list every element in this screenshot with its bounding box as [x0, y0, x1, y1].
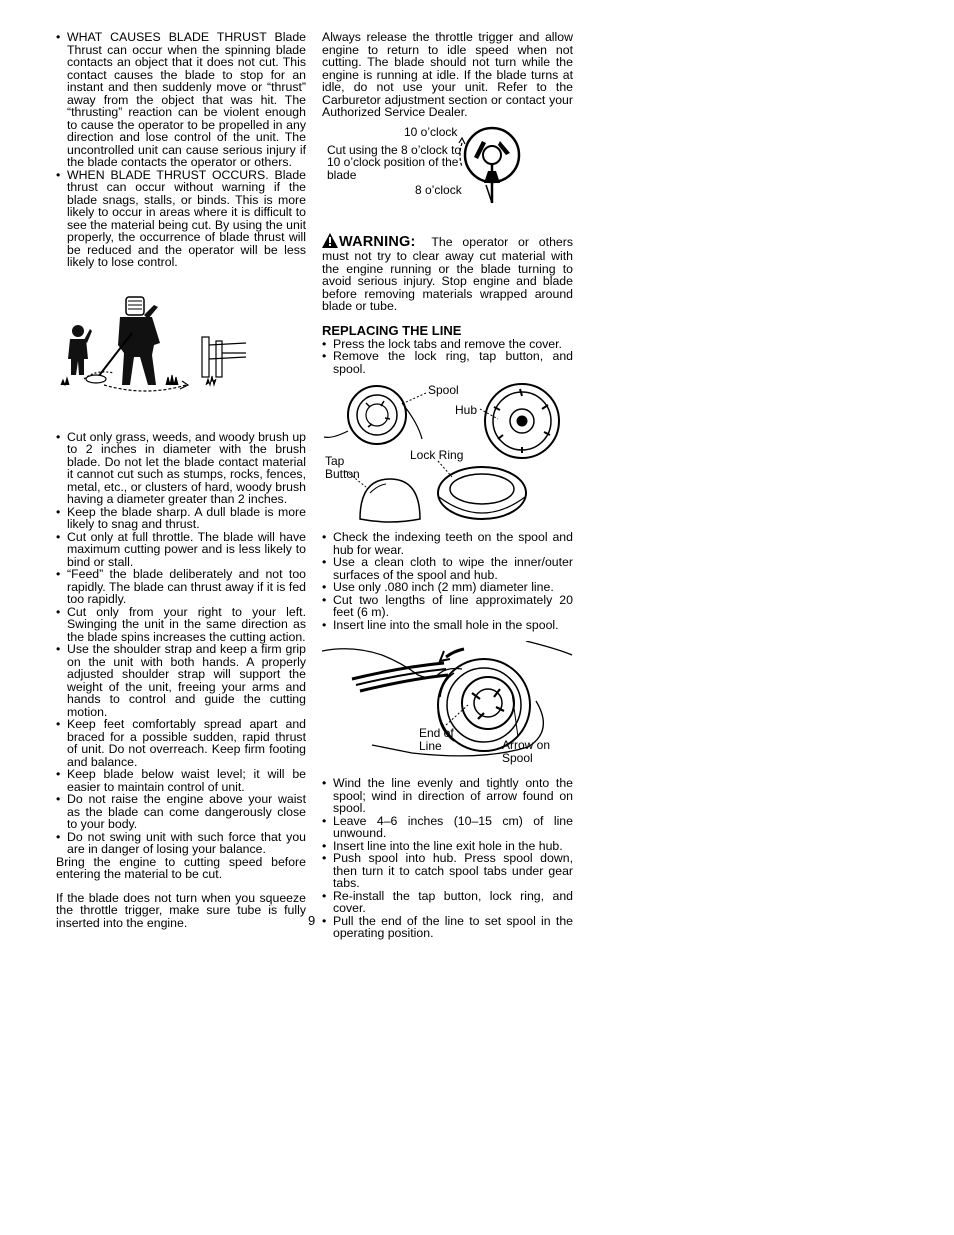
- list-item: • Cut only grass, weeds, and woody brush up to 2 inches in diameter with the brush blade. Do not let the blade contact material it cannot cut such as stumps, rocks, fences, metal, etc., or clusters of hard, woody brush having a diameter greater than 2 inches.: [56, 431, 306, 506]
- remove-cover-list: [322, 338, 573, 376]
- warning-title: WARNING:: [339, 233, 416, 250]
- list-item: • Push spool into hub. Press spool down, then turn it to catch spool tabs under gear tabs.: [322, 852, 573, 890]
- blade-thrust-illustration: [56, 293, 306, 405]
- list-item: • Insert line into the line exit hole in the hub.: [322, 840, 573, 853]
- list-item: • Keep the blade sharp. A dull blade is more likely to snag and thrust.: [56, 506, 306, 531]
- label-tap-button: Tap Button: [325, 454, 360, 481]
- warning-text: The operator or others must not try to clear away cut material with the engine running or the blade turning to avoid serious injury. Stop engine and blade before removing materials wrapped around blade or tube.: [322, 234, 573, 313]
- warning-block: [322, 233, 573, 313]
- line-insertion-figure: [322, 641, 573, 771]
- list-item: • Use only .080 inch (2 mm) diameter line.: [322, 581, 573, 594]
- wind-line-list: [322, 777, 573, 940]
- inspect-line-list: [322, 531, 573, 631]
- list-item: • Re-install the tap button, lock ring, and cover.: [322, 890, 573, 915]
- idle-paragraph: Always release the throttle trigger and allow engine to return to idle speed when not cutting. The blade should not turn while the engine is running at idle. If the blade turns at idle, do not use your unit. Refer to the Carburetor adjustment section or contact your Authorized Service Dealer.: [322, 30, 573, 119]
- list-item: • Check the indexing teeth on the spool and hub for wear.: [322, 531, 573, 556]
- label-end-of-line: End of Line: [419, 726, 454, 753]
- list-item: • WHEN BLADE THRUST OCCURS. Blade thrust can occur without warning if the blade snags, stalls, or binds. This is more likely to occur in areas where it is difficult to see the material being cut. By using the unit properly, the occurrence of blade thrust will be reduced and the operator will be less likely to lose control.: [56, 169, 306, 269]
- list-item: • Do not swing unit with such force that you are in danger of losing your balance.: [56, 831, 306, 856]
- blade-position-figure: [322, 123, 573, 223]
- list-item: • Keep blade below waist level; it will be easier to maintain control of unit.: [56, 768, 306, 793]
- list-item: • Wind the line evenly and tightly onto the spool; wind in direction of arrow found on spool.: [322, 777, 573, 815]
- list-item: • Cut only at full throttle. The blade will have maximum cutting power and is less likely to bind or stall.: [56, 531, 306, 569]
- spool-parts-drawing: [322, 383, 573, 525]
- label-10-oclock: 10 o’clock: [404, 124, 458, 139]
- list-item: • Cut only from your right to your left. Swinging the unit in the same direction as the blade spins increases the cutting action.: [56, 606, 306, 644]
- label-hub: Hub: [455, 403, 478, 417]
- left-column: [56, 31, 306, 929]
- right-column: [322, 31, 573, 940]
- list-item: • Keep feet comfortably spread apart and braced for a possible sudden, rapid thrust of unit. Do not overreach. Keep firm footing and balance.: [56, 718, 306, 768]
- list-item: • Use the shoulder strap and keep a firm grip on the unit with both hands. A properly adjusted shoulder strap will support the weight of the unit, freeing your arms and hands to control and guide the cutting motion.: [56, 643, 306, 718]
- cutting-speed-paragraph: Bring the engine to cutting speed before entering the material to be cut.: [56, 854, 306, 881]
- list-item: • WHAT CAUSES BLADE THRUST Blade Thrust can occur when the spinning blade contacts an object that it does not cut. This contact causes the blade to stop for an instant and then suddenly move or “thrust” away from the object that was hit. The “thrusting” reaction can be violent enough to cause the operator to be propelled in any direction and lose control of the unit. The uncontrolled unit can cause serious injury if the blade contacts the operator or others.: [56, 31, 306, 169]
- list-item: • Cut two lengths of line approximately 20 feet (6 m).: [322, 594, 573, 619]
- label-spool: Spool: [428, 383, 459, 397]
- list-item: • Leave 4–6 inches (10–15 cm) of line unwound.: [322, 815, 573, 840]
- operator-thrust-drawing: [56, 293, 306, 405]
- list-item: • Pull the end of the line to set spool in the operating position.: [322, 915, 573, 940]
- label-arrow-on-spool: Arrow on Spool: [502, 738, 551, 765]
- label-8-oclock: 8 o’clock: [415, 182, 462, 197]
- safe-cutting-list: [56, 431, 306, 856]
- list-item: • “Feed” the blade deliberately and not too rapidly. The blade can thrust away if it is fed too rapidly.: [56, 568, 306, 606]
- label-lock-ring: Lock Ring: [410, 448, 464, 462]
- list-item: • Use a clean cloth to wipe the inner/outer surfaces of the spool and hub.: [322, 556, 573, 581]
- page-number: 9: [308, 913, 316, 928]
- list-item: • Insert line into the small hole in the spool.: [322, 619, 573, 632]
- warning-icon: [322, 233, 338, 251]
- blade-thrust-list: [56, 31, 306, 269]
- list-item: • Press the lock tabs and remove the cover.: [322, 338, 573, 351]
- section-heading: REPLACING THE LINE: [322, 322, 462, 338]
- label-cut-position: Cut using the 8 o’clock to 10 o’clock position of the blade: [327, 142, 462, 182]
- line-insertion-drawing: [322, 641, 573, 771]
- list-item: • Remove the lock ring, tap button, and spool.: [322, 350, 573, 375]
- list-item: • Do not raise the engine above your waist as the blade can come dangerously close to your body.: [56, 793, 306, 831]
- blade-clock-drawing: [452, 123, 532, 223]
- spool-parts-figure: [322, 383, 573, 525]
- throttle-paragraph: If the blade does not turn when you squeeze the throttle trigger, make sure tube is fully inserted into the engine.: [56, 890, 306, 930]
